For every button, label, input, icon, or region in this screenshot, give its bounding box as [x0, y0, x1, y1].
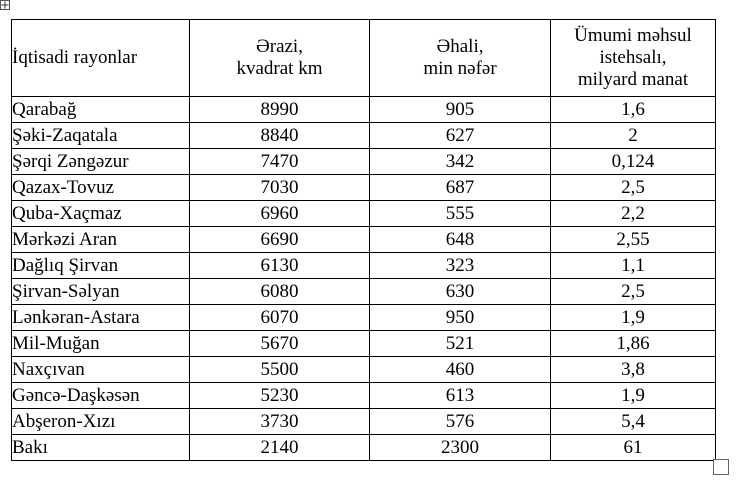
region-gdp: 1,1	[551, 253, 716, 279]
region-gdp: 2,2	[551, 201, 716, 227]
region-name: Qazax-Tovuz	[12, 175, 190, 201]
region-gdp: 2	[551, 123, 716, 149]
region-name: Bakı	[12, 435, 190, 461]
region-name: Şirvan-Səlyan	[12, 279, 190, 305]
region-population: 576	[370, 409, 551, 435]
header-region: İqtisadi rayonlar	[12, 20, 190, 97]
header-gdp	[551, 20, 716, 97]
region-area: 6080	[190, 279, 370, 305]
region-population: 342	[370, 149, 551, 175]
header-row	[12, 20, 716, 97]
region-name: Şərqi Zəngəzur	[12, 149, 190, 175]
region-gdp: 5,4	[551, 409, 716, 435]
table-row	[12, 305, 716, 331]
region-gdp: 2,5	[551, 279, 716, 305]
table-row	[12, 383, 716, 409]
region-gdp: 2,55	[551, 227, 716, 253]
header-area-line2: kvadrat km	[236, 58, 323, 79]
region-name: Gəncə-Daşkəsən	[12, 383, 190, 409]
region-area: 5670	[190, 331, 370, 357]
table-row	[12, 435, 716, 461]
header-gdp-line3: milyard manat	[577, 69, 689, 90]
header-population	[370, 20, 551, 97]
region-population: 648	[370, 227, 551, 253]
region-name: Quba-Xaçmaz	[12, 201, 190, 227]
table-row	[12, 175, 716, 201]
region-gdp: 1,86	[551, 331, 716, 357]
region-area: 8990	[190, 97, 370, 123]
table-row	[12, 201, 716, 227]
region-gdp: 1,6	[551, 97, 716, 123]
region-name: Abşeron-Xızı	[12, 409, 190, 435]
region-population: 905	[370, 97, 551, 123]
table-move-icon[interactable]	[0, 0, 10, 10]
region-population: 2300	[370, 435, 551, 461]
region-population: 555	[370, 201, 551, 227]
region-gdp: 2,5	[551, 175, 716, 201]
region-area: 6070	[190, 305, 370, 331]
region-area: 7030	[190, 175, 370, 201]
region-name: Lənkəran-Astara	[12, 305, 190, 331]
region-area: 3730	[190, 409, 370, 435]
region-gdp: 3,8	[551, 357, 716, 383]
region-name: Dağlıq Şirvan	[12, 253, 190, 279]
region-gdp: 1,9	[551, 383, 716, 409]
region-gdp: 0,124	[551, 149, 716, 175]
region-population: 630	[370, 279, 551, 305]
region-area: 7470	[190, 149, 370, 175]
header-population-line1: Əhali,	[436, 36, 484, 57]
table-row	[12, 357, 716, 383]
region-name: Mərkəzi Aran	[12, 227, 190, 253]
header-gdp-line1: Ümumi məhsul	[574, 25, 692, 46]
region-population: 950	[370, 305, 551, 331]
table-row	[12, 331, 716, 357]
table-resize-icon[interactable]	[713, 459, 729, 475]
region-gdp: 1,9	[551, 305, 716, 331]
region-name: Mil-Muğan	[12, 331, 190, 357]
table-row	[12, 149, 716, 175]
table-row	[12, 123, 716, 149]
header-area	[190, 20, 370, 97]
region-area: 8840	[190, 123, 370, 149]
region-area: 6130	[190, 253, 370, 279]
table-row	[12, 253, 716, 279]
table-row	[12, 279, 716, 305]
header-population-line2: min nəfər	[423, 58, 497, 79]
region-name: Naxçıvan	[12, 357, 190, 383]
header-gdp-line2: istehsalı,	[599, 47, 667, 68]
region-population: 613	[370, 383, 551, 409]
region-gdp: 61	[551, 435, 716, 461]
region-area: 6960	[190, 201, 370, 227]
region-area: 5500	[190, 357, 370, 383]
table-row	[12, 97, 716, 123]
region-population: 627	[370, 123, 551, 149]
header-area-line1: Ərazi,	[256, 36, 303, 57]
table-row	[12, 409, 716, 435]
table-row	[12, 227, 716, 253]
region-population: 460	[370, 357, 551, 383]
region-population: 323	[370, 253, 551, 279]
region-population: 687	[370, 175, 551, 201]
region-area: 6690	[190, 227, 370, 253]
region-name: Qarabağ	[12, 97, 190, 123]
region-population: 521	[370, 331, 551, 357]
region-area: 5230	[190, 383, 370, 409]
region-area: 2140	[190, 435, 370, 461]
regions-table	[11, 19, 716, 461]
region-name: Şəki-Zaqatala	[12, 123, 190, 149]
